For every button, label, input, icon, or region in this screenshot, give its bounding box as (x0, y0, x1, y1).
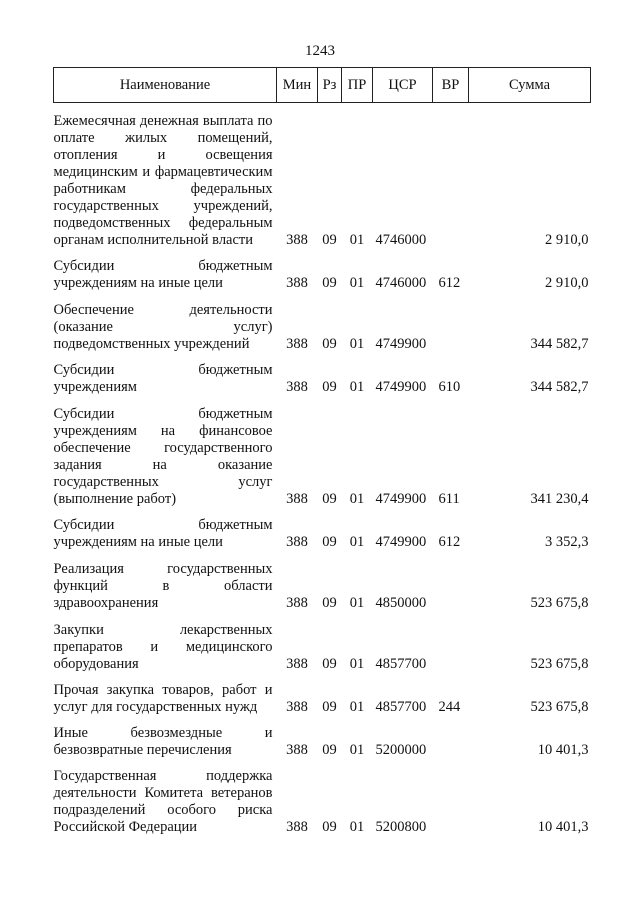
row-csr: 4746000 (375, 232, 427, 248)
row-name: Иные безвозмездные и безвозвратные перечисления (53, 725, 273, 758)
row-vr: 612 (438, 534, 461, 550)
row-name: Субсидии бюджетным учреждениям на иные цели (53, 517, 273, 550)
table-row (54, 508, 591, 551)
row-rz: 09 (322, 534, 337, 550)
row-pr: 01 (349, 595, 365, 611)
row-name: Реализация государственных функций в области здравоохранения (53, 561, 273, 611)
row-rz: 09 (322, 699, 337, 715)
row-sum: 344 582,7 (530, 379, 589, 395)
row-sum: 2 910,0 (545, 232, 589, 248)
row-vr (433, 612, 469, 673)
row-csr: 5200000 (375, 742, 427, 758)
header-rz: Рз (318, 68, 342, 103)
row-min: 388 (286, 275, 308, 291)
row-sum: 3 352,3 (545, 534, 589, 550)
row-name: Прочая закупка товаров, работ и услуг для государственных нужд (53, 682, 273, 715)
row-sum: 523 675,8 (530, 656, 589, 672)
row-name: Закупки лекарственных препаратов и медицинского оборудования (53, 622, 273, 672)
row-vr (433, 716, 469, 759)
row-csr: 4749900 (375, 379, 427, 395)
row-name: Государственная поддержка деятельности Комитета ветеранов подразделений особого риска Российской Федерации (53, 768, 273, 835)
row-name: Обеспечение деятельности (оказание услуг) подведомственных учреждений (53, 302, 273, 352)
table-row (54, 551, 591, 612)
row-csr: 5200800 (375, 819, 427, 835)
row-name: Субсидии бюджетным учреждениям на иные цели (53, 258, 273, 291)
row-pr: 01 (349, 232, 365, 248)
row-csr: 4857700 (375, 699, 427, 715)
row-min: 388 (286, 819, 308, 835)
row-min: 388 (286, 699, 308, 715)
row-min: 388 (286, 742, 308, 758)
table-row (54, 353, 591, 396)
row-csr: 4850000 (375, 595, 427, 611)
row-min: 388 (286, 336, 308, 352)
row-csr: 4749900 (375, 336, 427, 352)
row-pr: 01 (349, 534, 365, 550)
table-row (54, 716, 591, 759)
row-name: Ежемесячная денежная выплата по оплате жилых помещений, отопления и освещения медицинским и фармацевтическим работникам федеральных государственных учреждений, подведомственных федеральным органам исполнительной власти (53, 113, 273, 248)
row-sum: 523 675,8 (530, 699, 589, 715)
row-sum: 10 401,3 (537, 742, 589, 758)
row-rz: 09 (322, 491, 337, 507)
table-row (54, 673, 591, 716)
header-name: Наименование (54, 68, 277, 103)
row-min: 388 (286, 232, 308, 248)
row-rz: 09 (322, 275, 337, 291)
table-row (54, 396, 591, 508)
row-vr (433, 759, 469, 836)
row-csr: 4746000 (375, 275, 427, 291)
row-sum: 10 401,3 (537, 819, 589, 835)
page-number: 1243 (305, 43, 335, 59)
row-name: Субсидии бюджетным учреждениям на финансовое обеспечение государственного задания на оказание государственных услуг (выполнение работ) (53, 406, 273, 507)
table-row (54, 103, 591, 250)
row-vr: 610 (438, 379, 461, 395)
row-pr: 01 (349, 491, 365, 507)
header-csr: ЦСР (373, 68, 433, 103)
row-pr: 01 (349, 275, 365, 291)
row-rz: 09 (322, 819, 337, 835)
row-csr: 4857700 (375, 656, 427, 672)
row-sum: 341 230,4 (530, 491, 589, 507)
row-pr: 01 (349, 336, 365, 352)
row-rz: 09 (322, 336, 337, 352)
row-min: 388 (286, 534, 308, 550)
row-sum: 344 582,7 (530, 336, 589, 352)
budget-table (53, 67, 591, 836)
row-vr (433, 103, 469, 250)
row-rz: 09 (322, 742, 337, 758)
table-row (54, 759, 591, 836)
row-min: 388 (286, 379, 308, 395)
row-min: 388 (286, 656, 308, 672)
row-vr: 611 (438, 491, 460, 507)
row-vr (433, 551, 469, 612)
row-min: 388 (286, 491, 308, 507)
row-pr: 01 (349, 699, 365, 715)
table-row (54, 612, 591, 673)
header-sum: Сумма (469, 68, 591, 103)
row-vr: 612 (438, 275, 461, 291)
row-rz: 09 (322, 379, 337, 395)
table-header-row (54, 68, 591, 103)
row-pr: 01 (349, 819, 365, 835)
header-min: Мин (277, 68, 318, 103)
table-row (54, 292, 591, 353)
row-name: Субсидии бюджетным учреждениям (53, 362, 273, 395)
row-csr: 4749900 (375, 534, 427, 550)
row-pr: 01 (349, 742, 365, 758)
table-row (54, 249, 591, 292)
row-rz: 09 (322, 656, 337, 672)
row-pr: 01 (349, 656, 365, 672)
row-rz: 09 (322, 232, 337, 248)
row-rz: 09 (322, 595, 337, 611)
row-sum: 523 675,8 (530, 595, 589, 611)
header-pr: ПР (342, 68, 373, 103)
row-pr: 01 (349, 379, 365, 395)
row-vr: 244 (438, 699, 461, 715)
row-csr: 4749900 (375, 491, 427, 507)
header-vr: ВР (433, 68, 469, 103)
row-vr (433, 292, 469, 353)
row-sum: 2 910,0 (545, 275, 589, 291)
row-min: 388 (286, 595, 308, 611)
